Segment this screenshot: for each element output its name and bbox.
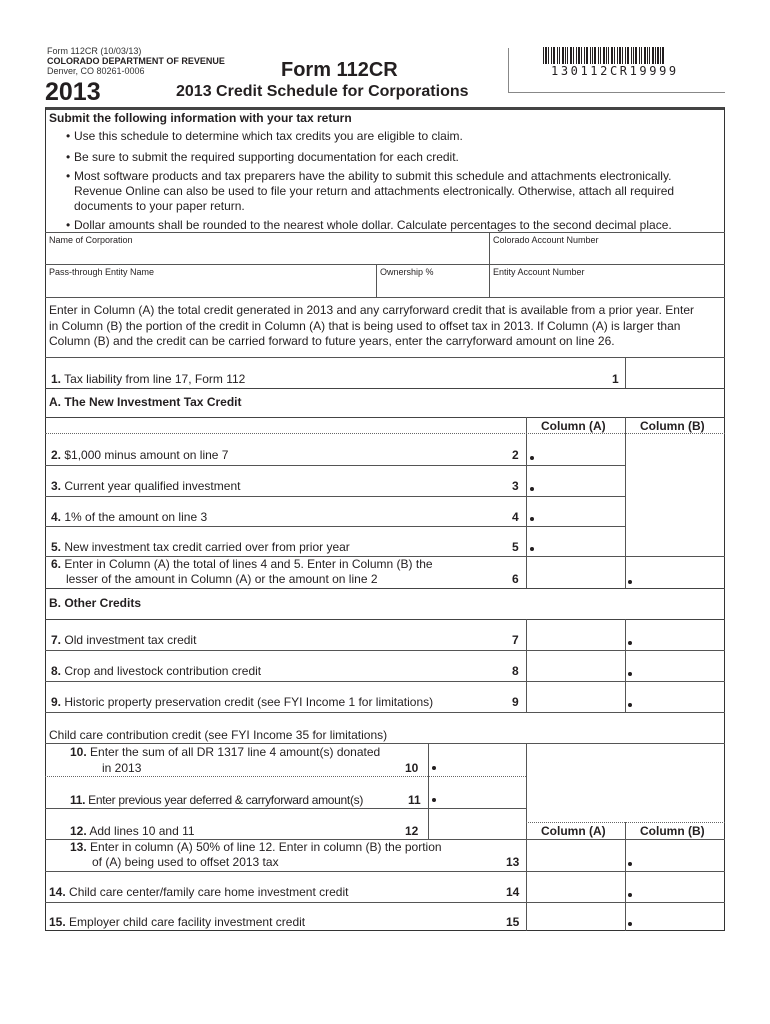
- line-2-column-a-input[interactable]: [536, 440, 622, 464]
- line-13-column-b-input[interactable]: [634, 845, 722, 869]
- line-8-ref: 8: [512, 664, 519, 678]
- line-11-input[interactable]: [438, 782, 524, 806]
- divider: [45, 357, 725, 358]
- line-14-ref: 14: [506, 885, 520, 899]
- divider: [45, 681, 725, 682]
- line-4-ref: 4: [512, 510, 519, 524]
- line-15-column-b-input[interactable]: [634, 906, 722, 928]
- line-2-ref: 2: [512, 448, 519, 462]
- line-1-ref: 1: [612, 372, 619, 386]
- line-13-ref: 13: [506, 855, 520, 869]
- line-7-column-b-input[interactable]: [634, 624, 722, 648]
- divider: [428, 743, 429, 840]
- bullet-dot-icon: [628, 672, 632, 676]
- line-9-ref: 9: [512, 695, 519, 709]
- divider: [45, 388, 725, 389]
- line-1-input[interactable]: [628, 362, 722, 386]
- column-instructions-line: in Column (B) the portion of the credit in Column (A) that is being used to offset tax in 2013. If Column (A) is larger than: [49, 319, 681, 333]
- form-revision: Form 112CR (10/03/13): [47, 46, 142, 56]
- line-8-column-b-input[interactable]: [634, 655, 722, 679]
- line-3-column-a-input[interactable]: [536, 471, 622, 495]
- line-15-column-a-input[interactable]: [529, 906, 622, 928]
- divider: [45, 417, 725, 418]
- line-5-ref: 5: [512, 540, 519, 554]
- line-9-column-a-input[interactable]: [529, 686, 622, 710]
- form-bottom-border: [45, 930, 725, 931]
- form-title: Form 112CR: [281, 59, 398, 81]
- divider: [526, 619, 527, 713]
- line-5-column-a-input[interactable]: [536, 532, 622, 556]
- bullet-dot-icon: [628, 641, 632, 645]
- line-15-ref: 15: [506, 915, 520, 929]
- divider: [45, 619, 725, 620]
- line-8-column-a-input[interactable]: [529, 655, 622, 679]
- instructions-heading: Submit the following information with your tax return: [49, 111, 352, 125]
- line-6-ref: 6: [512, 572, 519, 586]
- colorado-account-number-label: Colorado Account Number: [493, 235, 599, 245]
- instruction-bullet: Most software products and tax preparers have the ability to submit this schedule and attachments electronically.: [74, 169, 672, 183]
- line-6-column-a-input[interactable]: [529, 562, 622, 586]
- divider: [45, 776, 526, 777]
- column-a-header: Column (A): [541, 419, 606, 433]
- bullet-glyph: •: [66, 218, 71, 232]
- barcode-bracket-vertical: [508, 48, 509, 92]
- instruction-bullet: Use this schedule to determine which tax credits you are eligible to claim.: [74, 129, 463, 143]
- barcode-icon: [543, 47, 693, 64]
- column-a-left-border: [526, 417, 527, 569]
- schedule-title: 2013 Credit Schedule for Corporations: [176, 83, 469, 100]
- divider: [45, 433, 725, 434]
- divider: [45, 808, 526, 809]
- divider: [625, 357, 626, 388]
- column-a-header: Column (A): [541, 824, 606, 838]
- bullet-dot-icon: [628, 580, 632, 584]
- instruction-bullet: Be sure to submit the required supporting documentation for each credit.: [74, 150, 459, 164]
- pass-through-entity-name-input[interactable]: [49, 279, 372, 295]
- bullet-glyph: •: [66, 169, 71, 183]
- bullet-dot-icon: [628, 922, 632, 926]
- divider: [625, 556, 626, 588]
- line-11-ref: 11: [408, 793, 421, 807]
- line-7-column-a-input[interactable]: [529, 624, 622, 648]
- entity-account-number-input[interactable]: [493, 279, 721, 295]
- entity-account-number-label: Entity Account Number: [493, 267, 585, 277]
- name-of-corporation-label: Name of Corporation: [49, 235, 133, 245]
- childcare-title: Child care contribution credit (see FYI Income 35 for limitations): [49, 728, 388, 742]
- divider: [625, 619, 626, 713]
- bullet-dot-icon: [628, 862, 632, 866]
- bullet-dot-icon: [530, 517, 534, 521]
- instruction-bullet: Dollar amounts shall be rounded to the nearest whole dollar. Calculate percentages to the second decimal place.: [74, 218, 672, 232]
- form-year: 2013: [45, 78, 101, 106]
- bullet-dot-icon: [432, 766, 436, 770]
- bullet-dot-icon: [530, 456, 534, 460]
- ownership-pct-label: Ownership %: [380, 267, 434, 277]
- divider: [45, 297, 725, 298]
- line-14-column-a-input[interactable]: [529, 876, 622, 900]
- department-address: Denver, CO 80261-0006: [47, 66, 145, 76]
- section-a-title: A. The New Investment Tax Credit: [49, 395, 242, 409]
- barcode-bracket-horizontal: [508, 92, 725, 93]
- divider: [45, 526, 625, 527]
- line-10-ref: 10: [405, 761, 419, 775]
- line-1-label: 1. Tax liability from line 17, Form 112: [51, 372, 246, 386]
- divider: [45, 465, 625, 466]
- line-9-column-b-input[interactable]: [634, 686, 722, 710]
- divider: [45, 588, 725, 589]
- bullet-dot-icon: [530, 487, 534, 491]
- divider: [45, 650, 725, 651]
- colorado-account-number-input[interactable]: [493, 247, 721, 263]
- column-instructions-line: Enter in Column (A) the total credit generated in 2013 and any carryforward credit that is available from a prior year. Enter: [49, 303, 694, 317]
- pass-through-entity-name-label: Pass-through Entity Name: [49, 267, 155, 277]
- line-10-input[interactable]: [438, 750, 524, 774]
- bullet-dot-icon: [432, 798, 436, 802]
- bullet-dot-icon: [530, 547, 534, 551]
- line-12-input[interactable]: [431, 813, 524, 837]
- header-rule: [45, 107, 725, 110]
- bullet-glyph: •: [66, 129, 71, 143]
- line-12-ref: 12: [405, 824, 419, 838]
- line-7-ref: 7: [512, 633, 519, 647]
- divider: [45, 871, 725, 872]
- barcode-text: 130112CR19999: [551, 64, 679, 78]
- line-6-column-b-input[interactable]: [634, 562, 722, 586]
- bullet-dot-icon: [628, 703, 632, 707]
- divider: [45, 232, 725, 233]
- divider: [45, 264, 725, 265]
- divider: [526, 556, 527, 588]
- bullet-glyph: •: [66, 150, 71, 164]
- divider: [45, 496, 625, 497]
- divider: [376, 264, 377, 297]
- divider: [45, 902, 725, 903]
- column-instructions-line: Column (B) and the credit can be carried forward to future years, enter the carryforward amount on line 26.: [49, 334, 615, 348]
- line-13-column-a-input[interactable]: [529, 845, 622, 869]
- bullet-dot-icon: [628, 893, 632, 897]
- column-b-left-border: [625, 417, 626, 569]
- line-3-ref: 3: [512, 479, 519, 493]
- line-14-column-b-input[interactable]: [634, 876, 722, 900]
- name-of-corporation-input[interactable]: [49, 247, 485, 263]
- section-b-title: B. Other Credits: [49, 596, 142, 610]
- department-name: COLORADO DEPARTMENT OF REVENUE: [47, 56, 225, 66]
- column-b-header: Column (B): [640, 824, 705, 838]
- instruction-bullet-cont: documents to your paper return.: [74, 199, 245, 213]
- divider: [45, 743, 725, 744]
- column-b-header: Column (B): [640, 419, 705, 433]
- line-4-column-a-input[interactable]: [536, 502, 622, 526]
- divider: [45, 712, 725, 713]
- ownership-pct-input[interactable]: [380, 279, 486, 295]
- instruction-bullet-cont: Revenue Online can also be used to file your return and attachments electronically. Otherwise, attach all required: [74, 184, 675, 198]
